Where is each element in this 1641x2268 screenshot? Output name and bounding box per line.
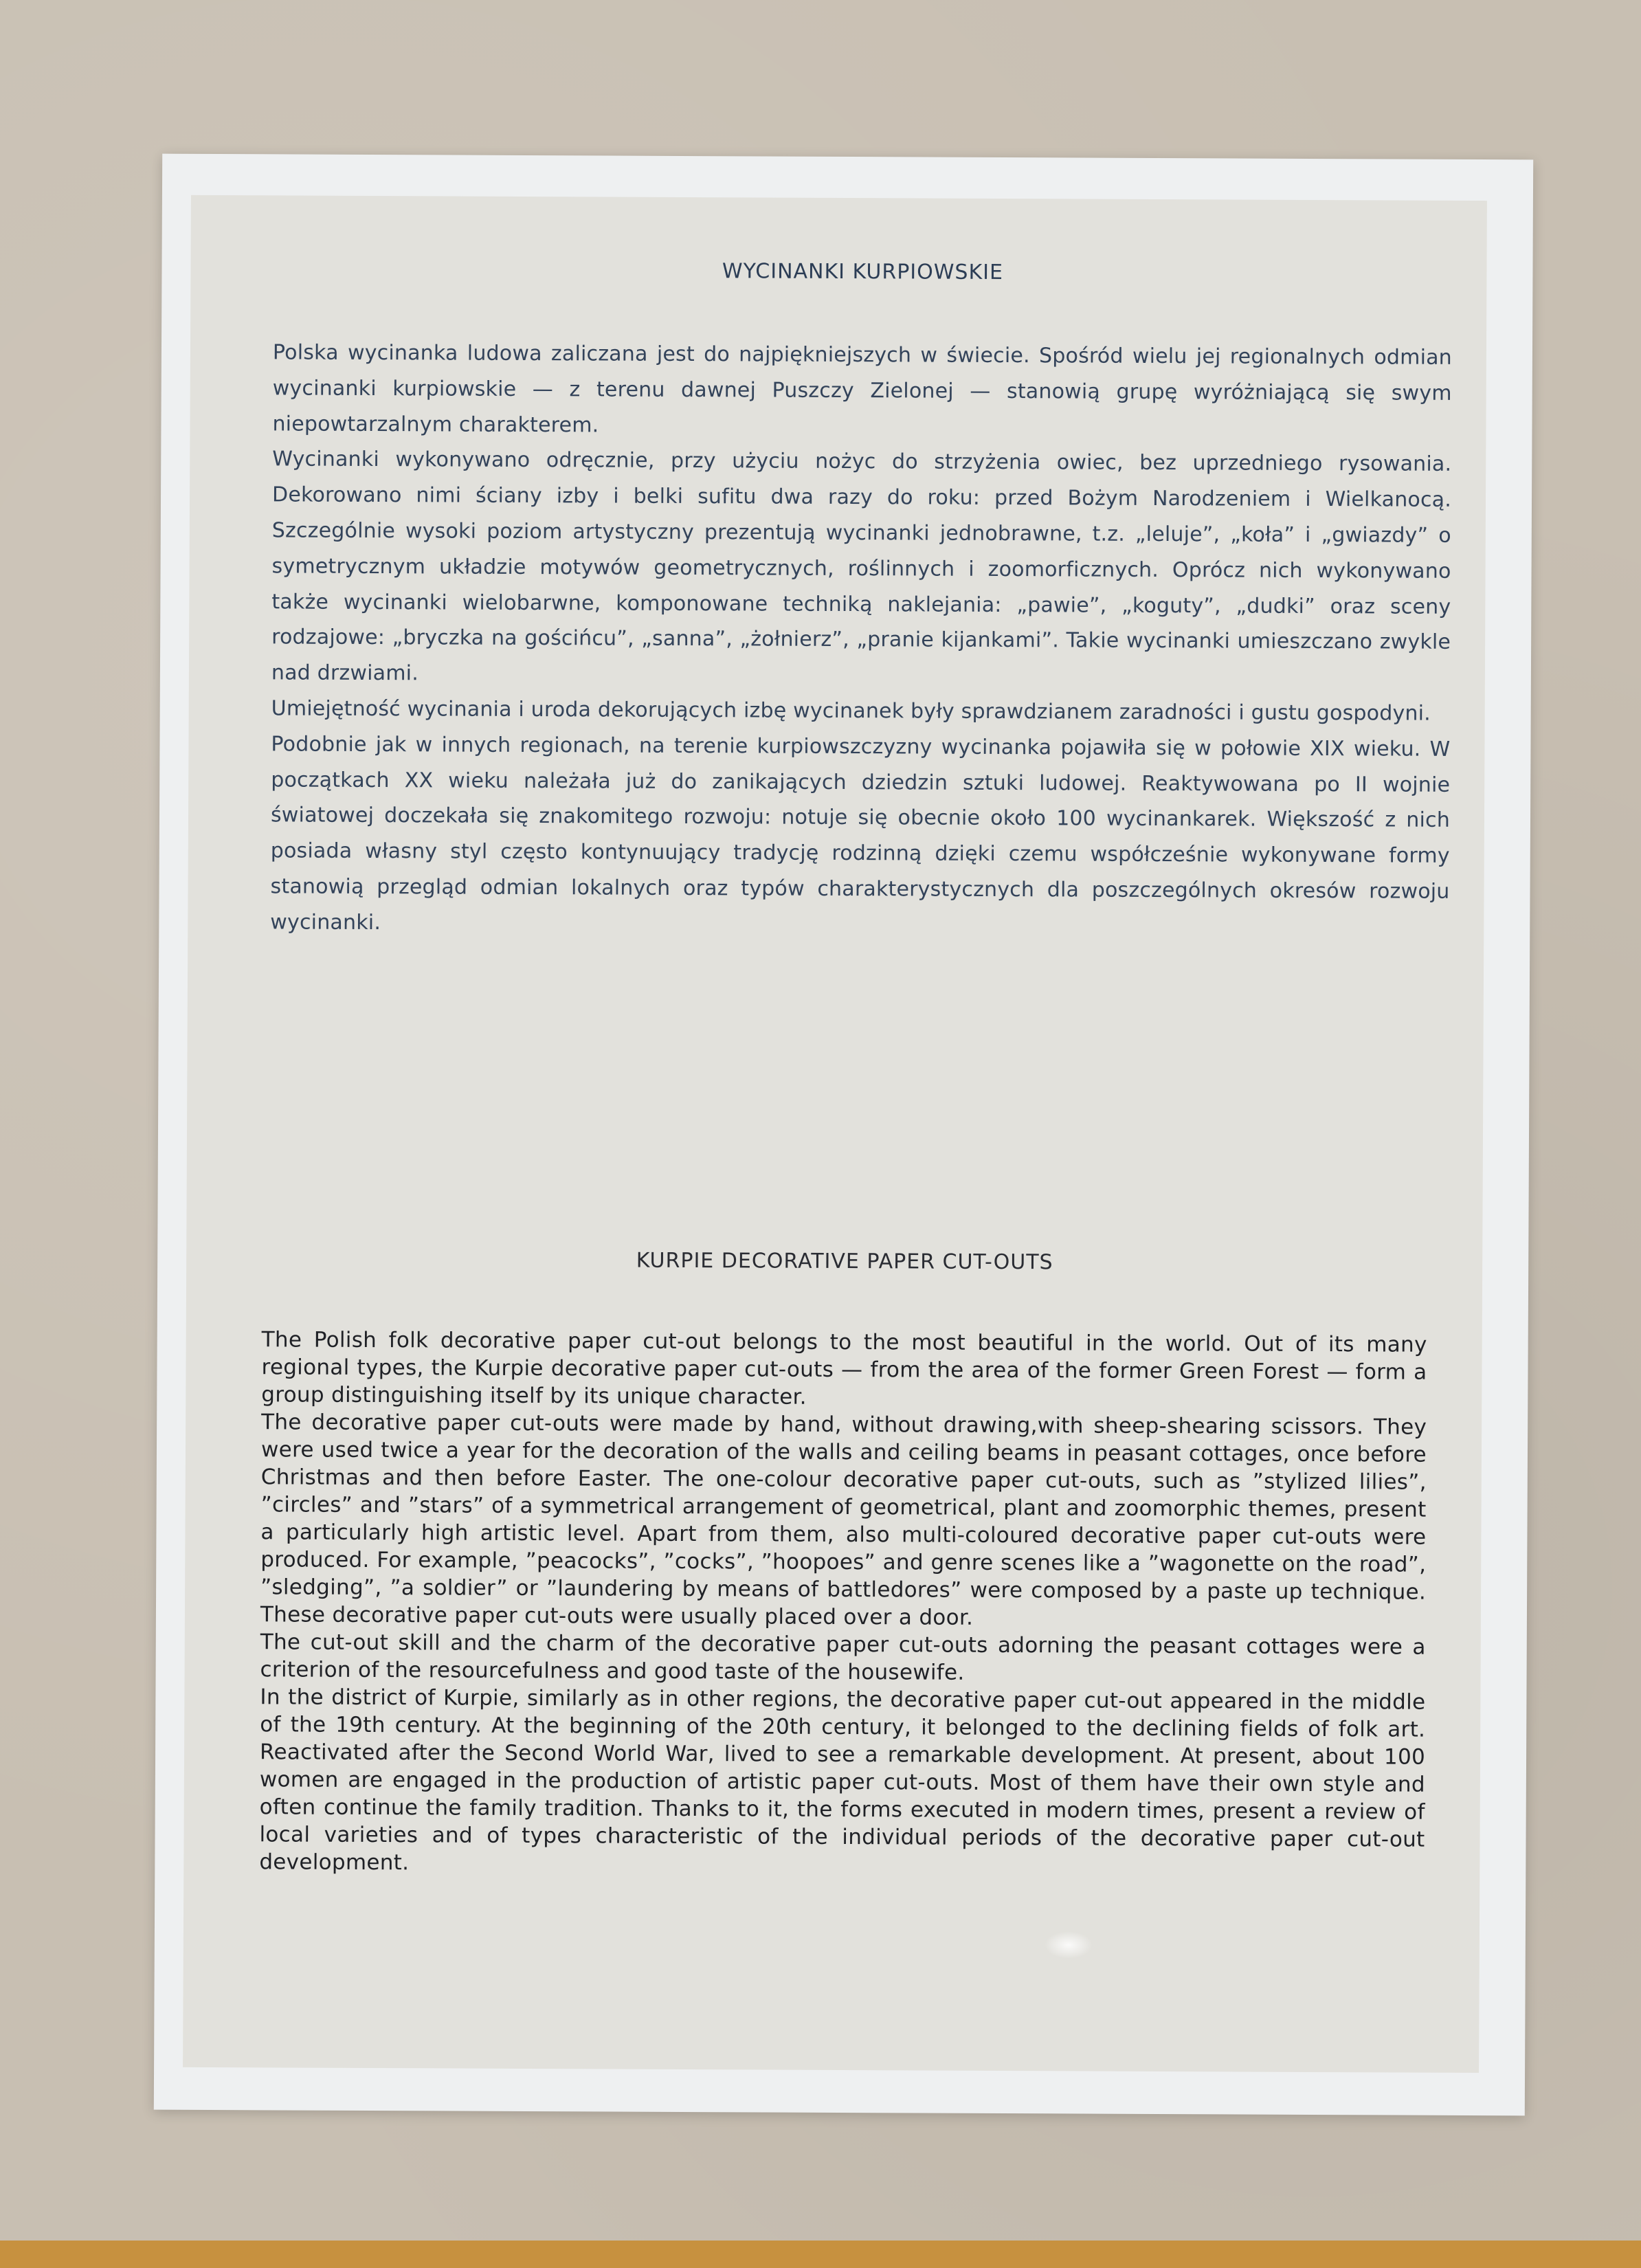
polish-paragraph-1: Polska wycinanka ludowa zaliczana jest do najpiękniejszych w świecie. Spośród wielu jej regionalnych odmian wycinanki kurpiowskie — z terenu dawnej Puszczy Zielonej — stanowią grupę wyróżniającą się swym niepowtarzalnym charakterem.	[272, 340, 1453, 438]
english-title: KURPIE DECORATIVE PAPER CUT-OUTS	[636, 1248, 1053, 1275]
polish-title: WYCINANKI KURPIOWSKIE	[722, 259, 1004, 285]
english-section	[183, 1247, 1482, 1881]
english-paragraph-1: The Polish folk decorative paper cut-out belongs to the most beautiful in the world. Out of its many regional types, the Kurpie decorative paper cut-outs — from the area of the former Green Forest — form a group distinguishing itself by its unique character.	[261, 1327, 1427, 1410]
glue-residue	[1045, 1931, 1093, 1959]
polish-paragraph-3: Umiejętność wycinania i uroda dekorujących izbę wycinanek były sprawdzianem zaradności i gustu gospodyni.	[271, 696, 1431, 726]
info-sheet	[154, 154, 1533, 2116]
board-bottom-edge	[0, 2241, 1641, 2268]
english-paragraph-4: In the district of Kurpie, similarly as in other regions, the decorative paper cut-out appeared in the middle of the 19th century. At the beginning of the 20th century, it belonged to the declining fields of folk art. Reactivated after the Second World War, lived to see a remarkable development. At present, about 100 women are engaged in the production of artistic paper cut-outs. Most of them have their own style and often continue the family tradition. Thanks to it, the forms executed in modern times, present a review of local varieties and of types characteristic of the individual periods of the decorative paper cut-out development.	[259, 1685, 1426, 1876]
english-paragraph-2: The decorative paper cut-outs were made by hand, without drawing,with sheep-shearing scissors. They were used twice a year for the decoration of the walls and ceiling beams in peasant cottages, once before Christmas and then before Easter. The one-colour decorative paper cut-outs, such as ”stylized lilies”, ”circles” and ”stars” of a symmetrical arrangement of geometrical, plant and zoomorphic themes, present a particularly high artistic level. Apart from them, also multi-coloured decorative paper cut-outs were produced. For example, ”peacocks”, ”cocks”, ”hoopoes” and genre scenes like a ”wagonette on the road”, ”sledging”, ”a soldier” or ”laundering by means of battledores” were composed by a paste up technique. These decorative paper cut-outs were usually placed over a door.	[260, 1410, 1427, 1630]
text-panel	[183, 195, 1487, 2073]
polish-paragraph-2: Wycinanki wykonywano odręcznie, przy użyciu nożyc do strzyżenia owiec, bez uprzedniego rysowania. Dekorowano nimi ściany izby i belki sufitu dwa razy do roku: przed Bożym Narodzeniem i Wielkanocą. Szczególnie wysoki poziom artystyczny prezentują wycinanki jednobrawne, t.z. „leluje”, „koła” i „gwiazdy” o symetrycznym układzie motywów geometrycznych, roślinnych i zoomorficznych. Oprócz nich wykonywano także wycinanki wielobarwne, komponowane techniką naklejania: „pawie”, „koguty”, „dudki” oraz sceny rodzajowe: „bryczka na gościńcu”, „sanna”, „żołnierz”, „pranie kijankami”. Takie wycinanki umieszczano zwykle nad drzwiami.	[271, 447, 1452, 686]
polish-section	[188, 257, 1486, 946]
polish-paragraph-4: Podobnie jak w innych regionach, na terenie kurpiowszczyzny wycinanka pojawiła się w połowie XIX wieku. W początkach XX wieku należała już do zanikających dziedzin sztuki ludowej. Reaktywowana po II wojnie światowej doczekała się znakomitego rozwoju: notuje się obecnie około 100 wycinankarek. Większość z nich posiada własny styl często kontynuujący tradycję rodzinną dzięki czemu współcześnie wykonywane formy stanowią przegląd odmian lokalnych oraz typów charakterystycznych dla poszczególnych okresów rozwoju wycinanki.	[270, 732, 1451, 935]
english-paragraph-3: The cut-out skill and the charm of the decorative paper cut-outs adorning the peasant cottages were a criterion of the resourcefulness and good taste of the housewife.	[260, 1630, 1426, 1685]
